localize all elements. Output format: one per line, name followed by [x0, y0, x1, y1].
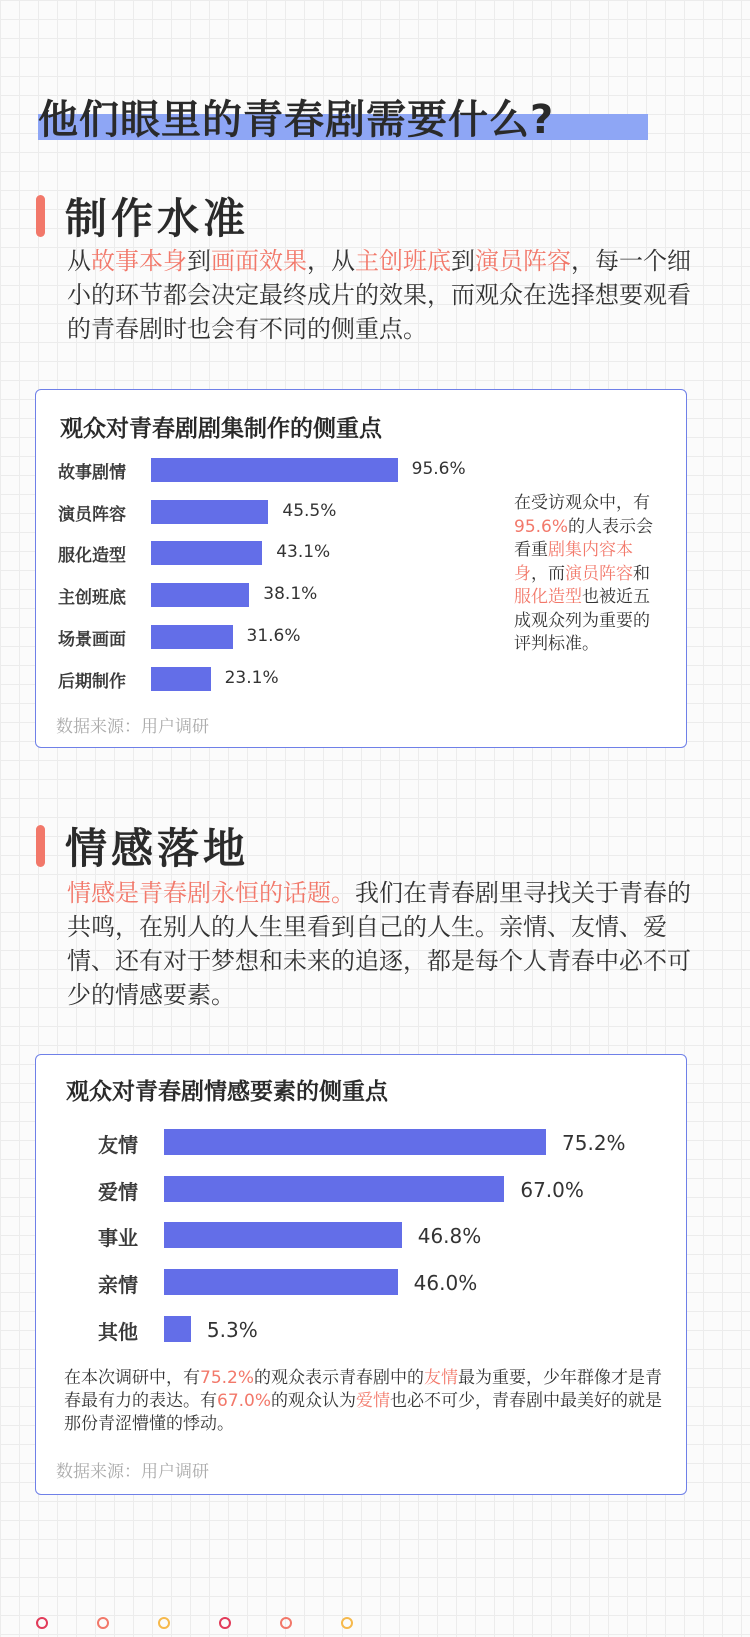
section-paragraph-production [67, 244, 707, 346]
bar [151, 541, 262, 565]
value-label: 5.3% [206, 1317, 258, 1342]
category-label: 事业 [98, 1226, 138, 1251]
chart-card-production [35, 389, 687, 748]
bar [151, 500, 268, 524]
highlight-text: 演员阵容 [475, 247, 571, 275]
chart-card-emotion [35, 1054, 687, 1495]
category-label: 友情 [98, 1133, 138, 1157]
text-segment: 到 [187, 247, 211, 275]
text-segment: 的观众认为 [271, 1391, 357, 1411]
category-label: 后期制作 [58, 671, 126, 692]
decor-circle [36, 1617, 48, 1629]
value-label: 31.6% [246, 625, 301, 646]
highlight-text: 95.6% [514, 516, 569, 537]
value-label: 38.1% [263, 584, 318, 605]
chart-title: 观众对青春剧情感要素的侧重点 [66, 1079, 388, 1105]
category-label: 场景画面 [58, 629, 126, 650]
bar [164, 1176, 504, 1202]
bar [151, 625, 233, 649]
section-header-emotion [36, 816, 249, 876]
section-header-production [36, 186, 249, 246]
highlight-text: 友情 [424, 1368, 459, 1388]
text-segment: ，而 [531, 563, 565, 584]
category-label: 故事剧情 [58, 463, 126, 483]
bar [151, 583, 249, 607]
decor-circle [97, 1617, 109, 1629]
highlight-text: 故事本身 [91, 247, 187, 275]
text-segment: 在本次调研中，有 [64, 1368, 200, 1388]
bar [164, 1316, 191, 1342]
category-label: 服化造型 [58, 546, 126, 567]
page-title-wrap [38, 88, 554, 145]
value-label: 46.0% [413, 1271, 478, 1296]
highlight-text: 服化造型 [514, 587, 582, 607]
category-label: 亲情 [98, 1273, 138, 1298]
text-segment: 从 [67, 247, 91, 275]
highlight-text: 剧集内容本身 [514, 540, 633, 584]
bar [151, 458, 398, 482]
highlight-text: 画面效果 [211, 247, 307, 275]
decor-circle [280, 1617, 292, 1629]
section-paragraph-emotion [67, 876, 707, 1012]
chart-note [514, 492, 664, 657]
text-segment: 也被近五成观众列为重要的评判标准。 [514, 587, 650, 654]
text-segment: 在受访观众中，有 [514, 493, 650, 513]
section-title: 制作水准 [65, 194, 250, 243]
category-label: 爱情 [98, 1179, 138, 1204]
value-label: 46.8% [417, 1224, 482, 1249]
value-label: 95.6% [411, 459, 466, 479]
value-label: 43.1% [276, 542, 331, 563]
bar [164, 1222, 402, 1248]
text-segment: 也必不可少，青春剧中最美好的就是那份青涩懵懂的悸动。 [64, 1391, 663, 1434]
highlight-text: 主创班底 [355, 247, 451, 275]
text-segment: 最为重要，少年群像才是青春最有力的表达。有 [64, 1368, 663, 1411]
value-label: 23.1% [224, 667, 279, 688]
chart-note [64, 1367, 674, 1436]
section-title: 情感落地 [65, 824, 250, 873]
value-label: 75.2% [562, 1131, 626, 1155]
value-label: 67.0% [520, 1177, 584, 1202]
text-segment: 的观众表示青春剧中的 [254, 1368, 425, 1388]
bar [151, 667, 211, 691]
chart-title: 观众对青春剧剧集制作的侧重点 [60, 416, 382, 442]
data-source: 数据来源：用户调研 [56, 1462, 209, 1482]
category-label: 主创班底 [58, 588, 126, 609]
highlight-text: 67.0% [217, 1391, 272, 1411]
text-segment: 的人表示会看重 [514, 516, 654, 560]
section-accent-bar [36, 825, 45, 867]
text-segment: 和 [633, 563, 650, 584]
category-label: 演员阵容 [58, 504, 126, 525]
category-label: 其他 [98, 1319, 138, 1344]
highlight-text: 爱情 [356, 1391, 391, 1411]
bar [164, 1269, 398, 1295]
text-segment: ，从 [307, 247, 355, 275]
highlight-text: 75.2% [200, 1368, 255, 1388]
bar [164, 1129, 546, 1155]
data-source: 数据来源：用户调研 [56, 717, 209, 737]
value-label: 45.5% [282, 500, 337, 521]
decor-circle [341, 1617, 353, 1629]
section-accent-bar [36, 195, 45, 237]
text-segment: ，每一个细小的环节都会决定最终成片的效果，而观众在选择想要观看的青春剧时也会有不同的侧重点。 [67, 247, 691, 343]
highlight-text: 演员阵容 [565, 563, 633, 584]
page-title: 他们眼里的青春剧需要什么? [38, 97, 555, 143]
decor-circle [219, 1617, 231, 1629]
highlight-text: 情感是青春剧永恒的话题。 [67, 879, 355, 907]
decor-circle [158, 1617, 170, 1629]
decorative-dots [36, 1617, 376, 1633]
text-segment: 到 [451, 247, 475, 275]
text-segment: 我们在青春剧里寻找关于青春的共鸣，在别人的人生里看到自己的人生。亲情、友情、爱情、还有对于梦想和未来的追逐，都是每个人青春中必不可少的情感要素。 [67, 879, 691, 1009]
